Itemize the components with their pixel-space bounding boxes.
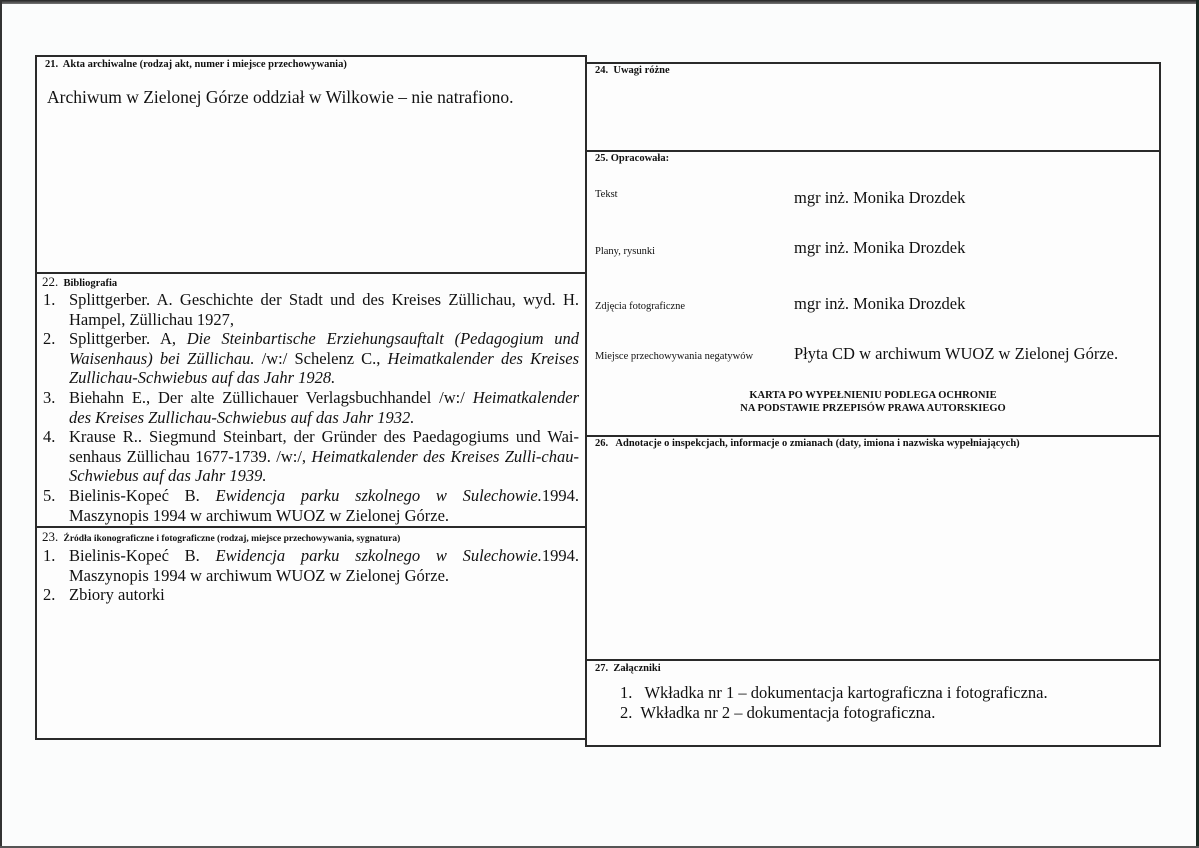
section-number: 22. [42,274,59,289]
plans-author-value: mgr inż. Monika Drozdek [794,238,966,257]
section-title: Opracowała: [610,153,670,164]
text-author-label: Tekst [595,189,618,200]
bibliography-item: 5. Bielinis-Kopeć B. Ewidencja parku szkolnego w Sulechowie.1994. Maszynopis 1994 w archiwum WUOZ w Zielonej Górze. [43,485,579,525]
section-21-archival-records [35,55,587,274]
photos-author-value: mgr inż. Monika Drozdek [794,294,966,313]
section-title: Załączniki [613,663,661,674]
section-22-heading [42,276,117,290]
section-number: 26. [595,438,609,449]
section-25-heading [595,153,669,165]
text-author-value: mgr inż. Monika Drozdek [794,188,966,207]
section-27-heading [595,663,661,675]
section-23-heading [42,531,400,545]
source-item: 1. Bielinis-Kopeć B. Ewidencja parku szkolnego w Sulechowie.1994. Maszynopis 1994 w archiwum WUOZ w Zielonej Górze. [43,546,579,585]
section-title: Źródła ikonograficzne i fotograficzne (rodzaj, miejsce przechowywania, sygnatura) [63,534,401,544]
negatives-location-label: Miejsce przechowywania negatywów [595,351,754,362]
section-23-iconographic-sources [35,526,587,740]
section-22-bibliography [35,272,587,528]
copyright-notice: KARTA PO WYPEŁNIENIU PODLEGA OCHRONIE NA PODSTAWIE PRZEPISÓW PRAWA AUTORSKIEGO [740,390,1006,414]
section-24-heading [595,65,670,77]
photos-author-label: Zdjęcia fotograficzne [595,301,686,312]
section-26-heading [595,438,1020,450]
bibliography-item: 1. Splittgerber. A. Geschichte der Stadt und des Kreises Züllichau, wyd. H. Hampel, Züllichau 1927, [43,290,579,329]
attachment-item: 2. Wkładka nr 2 – dokumentacja fotograficzna. [620,703,936,722]
scan-edge-left [0,0,2,848]
attachment-item: 1. Wkładka nr 1 – dokumentacja kartograficzna i fotograficzna. [620,683,1048,702]
scan-edge-top [0,0,1199,4]
bibliography-list [37,290,579,525]
bibliography-item: 4. Krause R.. Siegmund Steinbart, der Gründer des Paedagogiums und Wai-senhaus Züllichau 1677-1739. /w:/, Heimatkalender des Kreises Zulli-chau-Schwiebus auf das Jahr 1939. [43,427,579,486]
section-number: 27. [595,663,609,674]
plans-author-label: Plany, rysunki [595,246,655,257]
section-title: Uwagi różne [613,65,670,76]
negatives-location-value: Płyta CD w archiwum WUOZ w Zielonej Górze. [794,344,1119,363]
section-number: 23. [42,529,59,544]
section-number: 24. [595,65,609,76]
section-24-remarks [585,62,1161,152]
section-number: 25. [595,153,609,164]
section-title: Akta archiwalne (rodzaj akt, numer i miejsce przechowywania) [62,59,347,70]
bibliography-item: 3. Biehahn E., Der alte Züllichauer Verlagsbuchhandel /w:/ Heimatkalender des Kreises Zullichau-Schwiebus auf das Jahr 1932. [43,387,579,427]
source-item: 2. Zbiory autorki [43,585,165,605]
bibliography-item: 2. Splittgerber. A, Die Steinbartische Erziehungsauftalt (Pedagogium und Waisenhaus) bei Züllichau. /w:/ Schelenz C., Heimatkalender des Kreises Zullichau-Schwiebus auf das Jahr 1928. [43,329,579,388]
section-26-annotations [585,435,1161,661]
section-27-attachments [585,659,1161,747]
section-number: 21. [45,59,59,70]
section-title: Adnotacje o inspekcjach, informacje o zmianach (daty, imiona i nazwiska wypełniających) [615,438,1020,449]
section-25-prepared-by [585,150,1161,437]
archival-records-content: Archiwum w Zielonej Górze oddział w Wilkowie – nie natrafiono. [47,87,514,107]
iconographic-sources-list [37,546,579,605]
section-21-heading [45,59,347,71]
section-title: Bibliografia [63,278,118,289]
